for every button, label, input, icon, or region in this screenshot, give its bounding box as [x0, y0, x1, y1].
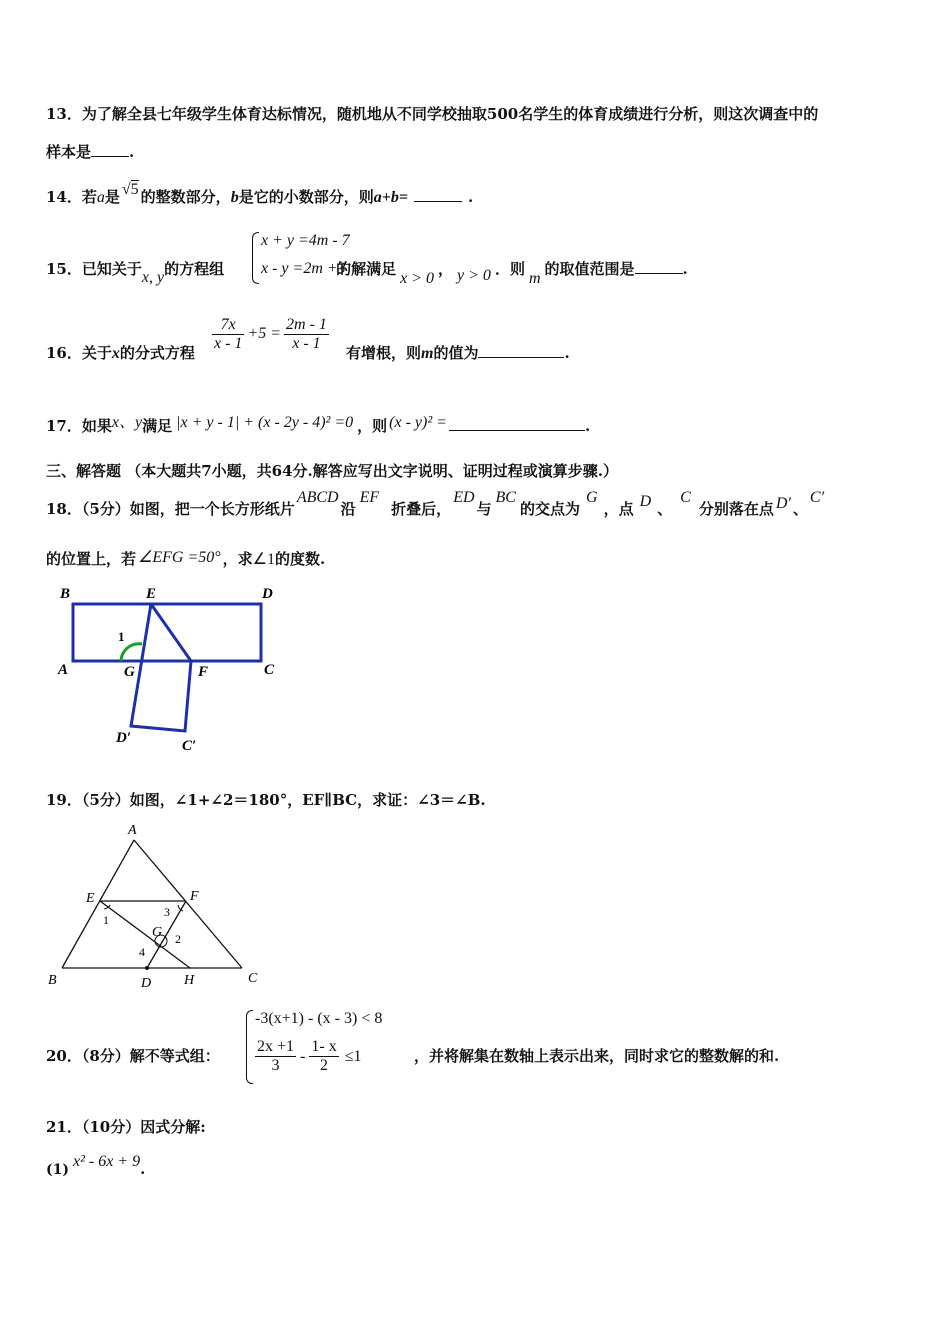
q20-prefix: 20．（8分）解不等式组： [46, 1047, 220, 1065]
q16-answer-blank[interactable] [478, 343, 564, 358]
q13-line2 [46, 141, 134, 162]
q15-answer-blank[interactable] [635, 259, 683, 274]
q21-part1 [46, 1153, 146, 1179]
fig19-label-3: 3 [164, 905, 170, 919]
section3-title [46, 460, 618, 481]
q14-mid2: 是它的小数部分，则 [238, 188, 374, 206]
q19-figure [44, 820, 274, 992]
q14-sqrt: √5 [121, 181, 139, 198]
q15-sep: ， [438, 260, 454, 278]
fig18-label-b: B [60, 586, 71, 602]
q18-abcd: ABCD [296, 489, 339, 506]
fig19-label-h: H [184, 973, 195, 988]
q18-bc: BC [495, 489, 516, 506]
q18-line2 [46, 548, 325, 569]
q16-var-m: m [421, 345, 434, 362]
q18-dun: 、 [657, 500, 673, 518]
q20-ineq1: -3(x+1) - (x - 3) < 8 [255, 1010, 383, 1027]
q18-prefix: 18．（5分）如图，把一个长方形纸片 [46, 500, 295, 518]
q20-frac2-den: 2 [309, 1056, 338, 1075]
q18-line2b: ，求 [222, 550, 253, 568]
q17-mid: 满足 [142, 417, 173, 435]
q16-frac1-num: 7x [220, 316, 236, 333]
fig18-label-g: G [124, 664, 135, 680]
q16-frac2-den: x - 1 [284, 334, 329, 353]
q18-and: 与 [476, 500, 492, 518]
fig18-rectangle [73, 604, 261, 661]
q18-d: D [639, 493, 652, 510]
q17-expr: |x + y - 1| + (x - 2y - 4)² =0 [176, 414, 354, 431]
fig18-angle1-arc [121, 644, 142, 661]
q18-angle: ∠EFG =50° [138, 549, 221, 566]
q21-text: 21．（10分）因式分解: [46, 1118, 206, 1136]
q14-prefix: 14．若 [46, 188, 97, 206]
fig19-label-e: E [86, 891, 95, 906]
q15-line [46, 258, 688, 287]
q20-brace [246, 1010, 253, 1084]
q17-vars: x、y [111, 414, 143, 431]
q15-dot: . [682, 260, 688, 278]
q19-text: 19．（5分）如图，∠1+∠2＝180°，EF∥BC，求证：∠3＝∠B. [46, 791, 486, 809]
fig19-label-f: F [190, 889, 199, 904]
q16-dot: . [564, 344, 570, 362]
q16-frac2 [284, 316, 329, 353]
q15-cond1: x > 0 [400, 270, 435, 287]
q21-part1-label: (1) [46, 1162, 69, 1178]
q18-line2a: 的位置上，若 [46, 550, 137, 568]
fig19-label-g: G [152, 925, 163, 940]
q15-mid3: ．则 [494, 260, 525, 278]
q13-answer-blank[interactable] [91, 142, 129, 157]
q18-pt: ，点 [603, 500, 634, 518]
q13-line1 [46, 103, 818, 124]
q18-c-prime: C′ [809, 489, 825, 506]
q18-fall: 分别落在点 [698, 500, 774, 518]
q15-end: 的取值范围是 [544, 260, 635, 278]
fig19-label-b: B [48, 973, 57, 988]
q20-suffix: ，并将解集在数轴上表示出来，同时求它的整数解的和. [414, 1047, 780, 1065]
q20-suffix-line [414, 1045, 779, 1066]
q20-inequality-system [246, 1008, 416, 1088]
fig18-label-d-prime: D′ [116, 730, 132, 746]
q20-frac2 [309, 1038, 338, 1075]
fig18-label-e: E [146, 586, 157, 602]
q18-g: G [586, 489, 598, 506]
q15-mid: 的方程组 [164, 260, 225, 278]
fig19-label-1: 1 [103, 913, 109, 927]
q16-mid2: 有增根，则 [346, 344, 422, 362]
q18-c: C [680, 489, 691, 506]
q17-dot: . [584, 417, 591, 435]
q18-d-prime: D′ [775, 495, 791, 512]
q18-line1 [46, 489, 826, 519]
q14-answer-blank[interactable] [414, 187, 462, 202]
q15-cond2: y > 0 [457, 267, 491, 284]
q13-end: . [129, 143, 135, 161]
fig19-line-ac [134, 840, 242, 968]
q16-line [46, 342, 195, 363]
q20-frac2-num: 1- x [311, 1038, 337, 1055]
fig18-fold-line-ef [151, 604, 191, 661]
q18-angle1: ∠1 [252, 551, 276, 568]
q16-mid: 的分式方程 [119, 344, 195, 362]
q14-expr: a+b= [373, 189, 408, 206]
q21-dot: . [140, 1160, 146, 1178]
q14-var-b: b [230, 189, 239, 206]
q20-line [46, 1045, 220, 1066]
q16-prefix: 16．关于 [46, 344, 112, 362]
q16-var-x: x [111, 345, 120, 362]
q18-ed: ED [453, 489, 475, 506]
q15-var-m: m [528, 270, 541, 287]
q20-frac1-num: 2x +1 [257, 1038, 295, 1055]
fig19-label-d: D [141, 976, 152, 991]
fig18-label-c: C [264, 662, 275, 678]
q21-part1-expr: x² - 6x + 9 [73, 1153, 141, 1170]
q16-line-tail [346, 342, 570, 363]
q16-frac1 [212, 316, 244, 353]
q13-text: 13．为了解全县七年级学生体育达标情况，随机地从不同学校抽取500名学生的体育成绩进行分析，则这次调查中的 [46, 105, 819, 123]
q14-var-a: a [96, 189, 105, 206]
q15-prefix: 15．已知关于 [46, 260, 142, 278]
fig19-label-a: A [128, 823, 137, 838]
q15-mid2: 的解满足 [336, 260, 397, 278]
q16-end: 的值为 [433, 344, 479, 362]
q18-inter: 的交点为 [519, 500, 580, 518]
q20-ineq2 [255, 1038, 361, 1075]
q19-line [46, 789, 486, 810]
fig19-point-d [145, 966, 149, 970]
q14-mid: 的整数部分， [140, 188, 231, 206]
q15-eq2: x - y =2m +3 [261, 260, 346, 277]
fig18-label-d: D [262, 586, 273, 602]
q18-fold: 折叠后， [391, 500, 452, 518]
fig18-folded-part [131, 604, 191, 731]
q17-line [46, 413, 590, 436]
q14-sqrt-num: 5 [130, 181, 139, 198]
fig18-label-a: A [58, 662, 69, 678]
fig18-label-1: 1 [118, 629, 125, 644]
fig19-label-c: C [248, 971, 258, 986]
q16-frac1-den: x - 1 [214, 335, 243, 352]
q20-frac1 [255, 1038, 296, 1075]
q16-frac2-num: 2m - 1 [286, 316, 327, 333]
fig19-line-ab [62, 840, 134, 968]
q17-then: ，则 [357, 417, 388, 435]
q13-sample-label: 样本是 [46, 143, 92, 161]
q17-expr2: (x - y)² = [389, 414, 447, 431]
q14-line [46, 181, 474, 207]
q14-is: 是 [104, 188, 120, 206]
q18-figure [40, 582, 300, 757]
q18-dun2: 、 [792, 500, 808, 518]
q18-ef: EF [359, 489, 380, 506]
q18-line2c: 的度数. [275, 550, 326, 568]
q16-plus: +5 = [247, 325, 282, 343]
q18-along: 沿 [340, 500, 356, 518]
q21-line [46, 1116, 206, 1137]
q15-eq1: x + y =4m - 7 [261, 232, 350, 249]
q15-vars: x, y [141, 269, 165, 286]
fig19-label-2: 2 [175, 932, 181, 946]
q15-brace [252, 232, 259, 284]
fig18-label-c-prime: C′ [182, 738, 197, 754]
fig18-label-f: F [198, 664, 209, 680]
q20-frac1-den: 3 [255, 1056, 296, 1075]
q17-answer-blank[interactable] [449, 416, 585, 431]
q17-prefix: 17．如果 [46, 417, 112, 435]
fig19-label-4: 4 [139, 945, 145, 959]
q16-equation [212, 316, 329, 353]
q20-le: ≤1 [344, 1048, 362, 1065]
q20-minus: - [300, 1048, 306, 1065]
q14-end: . [467, 188, 474, 206]
section3-title-text: 三、解答题 （本大题共7小题，共64分.解答应写出文字说明、证明过程或演算步骤.） [46, 462, 618, 480]
